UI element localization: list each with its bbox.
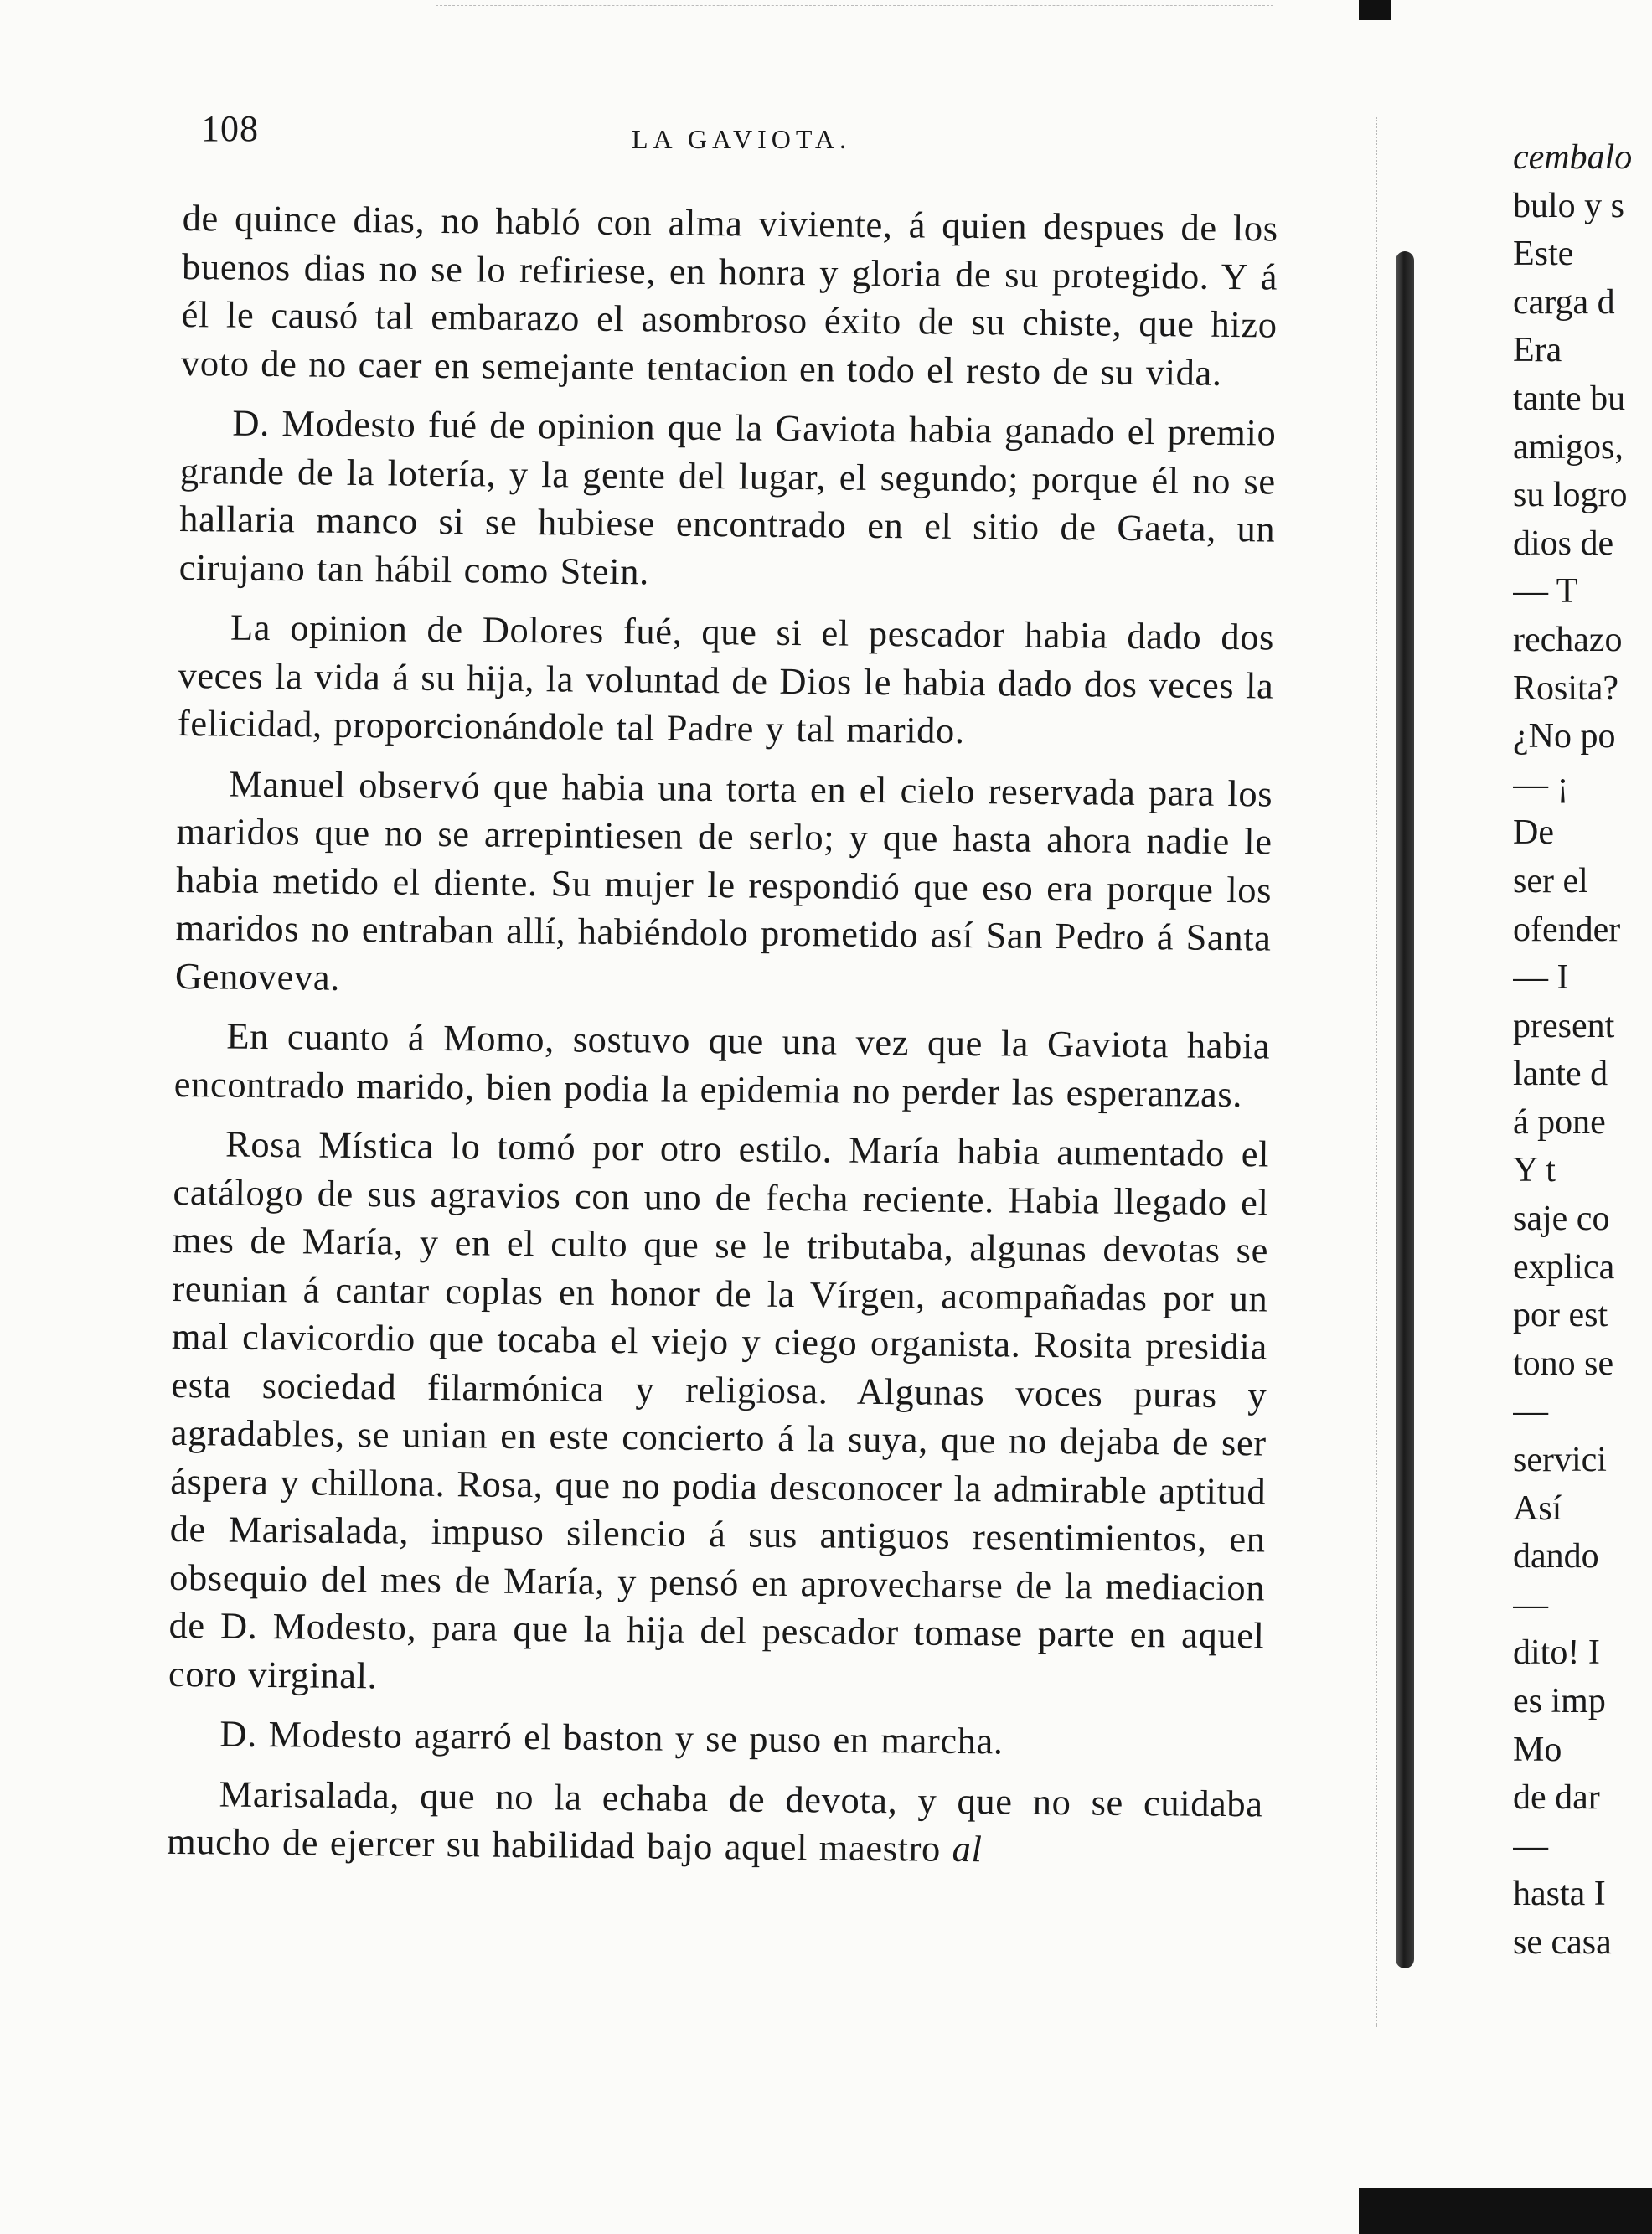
facing-line: saje co <box>1513 1200 1610 1239</box>
scan-edge-shadow <box>1359 2188 1652 2234</box>
paragraph: La opinion de Dolores fué, que si el pescador habia dado dos veces la vida á su hija, la voluntad de Dios le habia dado dos veces la felicidad, proporcionándole tal Padre y tal marido. <box>177 606 1275 751</box>
facing-line: — <box>1513 1392 1548 1432</box>
facing-line: de dar <box>1513 1778 1600 1818</box>
facing-line: se casa <box>1513 1922 1612 1962</box>
facing-line: Y t <box>1513 1151 1556 1190</box>
paragraph: D. Modesto agarró el baston y se puso en marcha. <box>219 1712 1004 1762</box>
facing-line: Rosita? <box>1513 668 1618 708</box>
facing-line: por est <box>1513 1296 1608 1335</box>
paragraph: Manuel observó que habia una torta en el cielo reservada para los maridos que no se arrepintiesen de serlo; y que hasta ahora nadie le habia metido el diente. Su mujer le respondió que eso era porque los maridos no entraban allí, habiéndolo prometido así San Pedro á Santa Genoveva. <box>174 762 1273 998</box>
body-text <box>167 194 1278 1876</box>
facing-line: dito! I <box>1513 1633 1600 1673</box>
facing-line: servici <box>1513 1441 1607 1480</box>
facing-line: explica <box>1513 1247 1615 1287</box>
facing-line: Así <box>1513 1488 1562 1528</box>
facing-line: Era <box>1513 331 1562 370</box>
facing-line: present <box>1513 1006 1615 1045</box>
book-spine-binding <box>1396 251 1414 1968</box>
paragraph-last <box>167 1769 1263 1876</box>
scan-artifact-line <box>436 5 1273 6</box>
facing-line: Este <box>1513 235 1574 274</box>
paragraph: de quince dias, no habló con alma viviente, á quien despues de los buenos dias no se lo refiriese, en honra y gloria de su protegido. Y á él le causó tal embarazo el asombroso éxito de su chiste, que hizo voto de no caer en semejante tentacion en todo el resto de su vida. <box>180 196 1278 394</box>
facing-line: Mo <box>1513 1730 1562 1769</box>
facing-line: hasta I <box>1513 1875 1606 1914</box>
facing-line: dando <box>1513 1537 1599 1576</box>
facing-page-fragment <box>1513 134 1652 1968</box>
facing-line: — <box>1513 1585 1548 1624</box>
facing-line: — T <box>1513 572 1578 611</box>
paragraph: D. Modesto fué de opinion que la Gaviota habia ganado el premio grande de la lotería, y la gente del lugar, el segundo; porque él no se hallaria manco si se hubiese encontrado en el sitio de Gaeta, un cirujano tan hábil como Stein. <box>178 401 1277 592</box>
facing-line: amigos, <box>1513 427 1624 467</box>
facing-line: De <box>1513 813 1554 853</box>
facing-line: rechazo <box>1513 620 1623 659</box>
facing-line: carga d <box>1513 282 1615 322</box>
facing-line: dios de <box>1513 524 1614 563</box>
facing-line: bulo y s <box>1513 186 1625 225</box>
facing-line: tono se <box>1513 1344 1614 1383</box>
page-number: 108 <box>201 108 259 149</box>
facing-line: es imp <box>1513 1682 1606 1721</box>
page-gutter <box>1376 117 1377 2027</box>
paragraph: En cuanto á Momo, sostuvo que una vez que la Gaviota habia encontrado marido, bien podia la epidemia no perder las esperanzas. <box>173 1014 1271 1115</box>
italic-word: al <box>952 1827 983 1870</box>
facing-line: ¿No po <box>1513 717 1616 756</box>
facing-line: — <box>1513 1826 1548 1865</box>
facing-line: — ¡ <box>1513 765 1569 804</box>
facing-line: — I <box>1513 958 1569 998</box>
facing-line: cembalo <box>1513 138 1633 177</box>
facing-line: su logro <box>1513 476 1628 515</box>
facing-line: á pone <box>1513 1102 1606 1142</box>
facing-line: tante bu <box>1513 379 1626 418</box>
facing-line: ser el <box>1513 861 1588 900</box>
paragraph-text: Marisalada, que no la echaba de devota, y que no se cuidaba mucho de ejercer su habilidad bajo aquel maestro <box>166 1772 1263 1870</box>
paragraph: Rosa Mística lo tomó por otro estilo. María habia aumentado el catálogo de sus agravios con uno de fecha reciente. Habia llegado el mes de María, y en el culto que se le tributaba, algunas devotas se reunian á cantar coplas en honor de la Vírgen, acompañadas por un mal clavicordio que tocaba el viejo y ciego organista. Rosita presidia esta sociedad filarmónica y religiosa. Algunas voces puras y agradables, se unian en este concierto á la suya, que no dejaba de ser áspera y chillona. Rosa, que no podia desconocer la admirable aptitud de Marisalada, impuso silencio á sus antiguos resentimientos, en obsequio del mes de María, y pensó en aprovecharse de la mediacion de D. Modesto, para que la hija del pescador tomase parte en aquel coro virginal. <box>168 1122 1270 1696</box>
facing-line: lante d <box>1513 1055 1608 1094</box>
running-head: LA GAVIOTA. <box>632 124 851 154</box>
scan-edge-shadow <box>1359 0 1391 20</box>
facing-line: ofender <box>1513 910 1621 949</box>
